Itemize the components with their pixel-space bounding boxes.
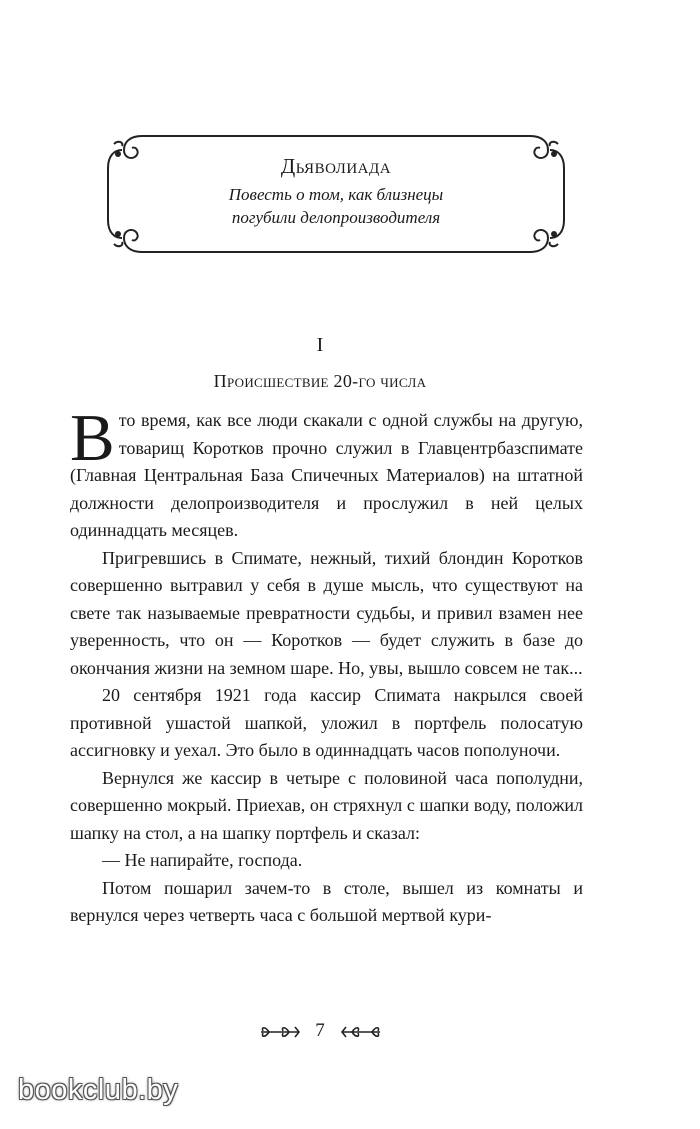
paragraph-2: Пригревшись в Спимате, нежный, тихий блондин Коротков совершенно вытравил у себя в душе мысль, что существуют на свете так называемые превратности судьбы, и привил взамен нее уверенность, что он — Коротков — будет служить в базе до окончания жизни на земном шаре. Но, увы, вышло совсем не так...: [70, 547, 583, 678]
page-number-block: [0, 1020, 640, 1042]
story-title: Дьяволиада: [280, 154, 392, 178]
right-fleuron-icon: [340, 1023, 382, 1041]
paragraph-4: Вернулся же кассир в четыре с половиной часа пополудни, совершенно мокрый. Приехав, он стряхнул с шапки воду, положил шапку на стол, а на шапку портфель и сказал:: [70, 767, 583, 843]
page-number: 7: [315, 1020, 325, 1041]
site-watermark: bookclub.by: [18, 1074, 179, 1106]
title-block: [102, 130, 570, 258]
chapter-title: Происшествие 20-го числа: [213, 371, 427, 391]
drop-cap: В: [70, 401, 115, 475]
story-subtitle: [102, 183, 570, 229]
subtitle-line-1: Повесть о том, как близнецы: [228, 185, 444, 204]
subtitle-line-2: погубили делопроизводителя: [231, 208, 441, 227]
paragraph-6: Потом пошарил зачем-то в столе, вышел из комнаты и вернулся через четверть часа с большой мертвой кури-: [70, 877, 583, 925]
paragraph-1: [70, 401, 583, 545]
body-text: [70, 401, 583, 930]
chapter-number: I: [316, 334, 324, 356]
left-fleuron-icon: [259, 1023, 301, 1041]
paragraph-3: 20 сентября 1921 года кассир Спимата накрылся своей противной ушастой шапкой, уложил в портфель полосатую ассигновку и уехал. Это было в одиннадцать часов пополуночи.: [70, 685, 583, 760]
paragraph-1-text: то время, как все люди скакали с одной службы на другую, товарищ Коротков прочно служил в Главцентрбазспимате (Главная Центральная База Спичечных Материалов) на штатной должности делопроизводителя и прослужил в ней целых одиннадцать месяцев.: [70, 410, 583, 540]
paragraph-5: — Не напирайте, господа.: [102, 850, 303, 870]
